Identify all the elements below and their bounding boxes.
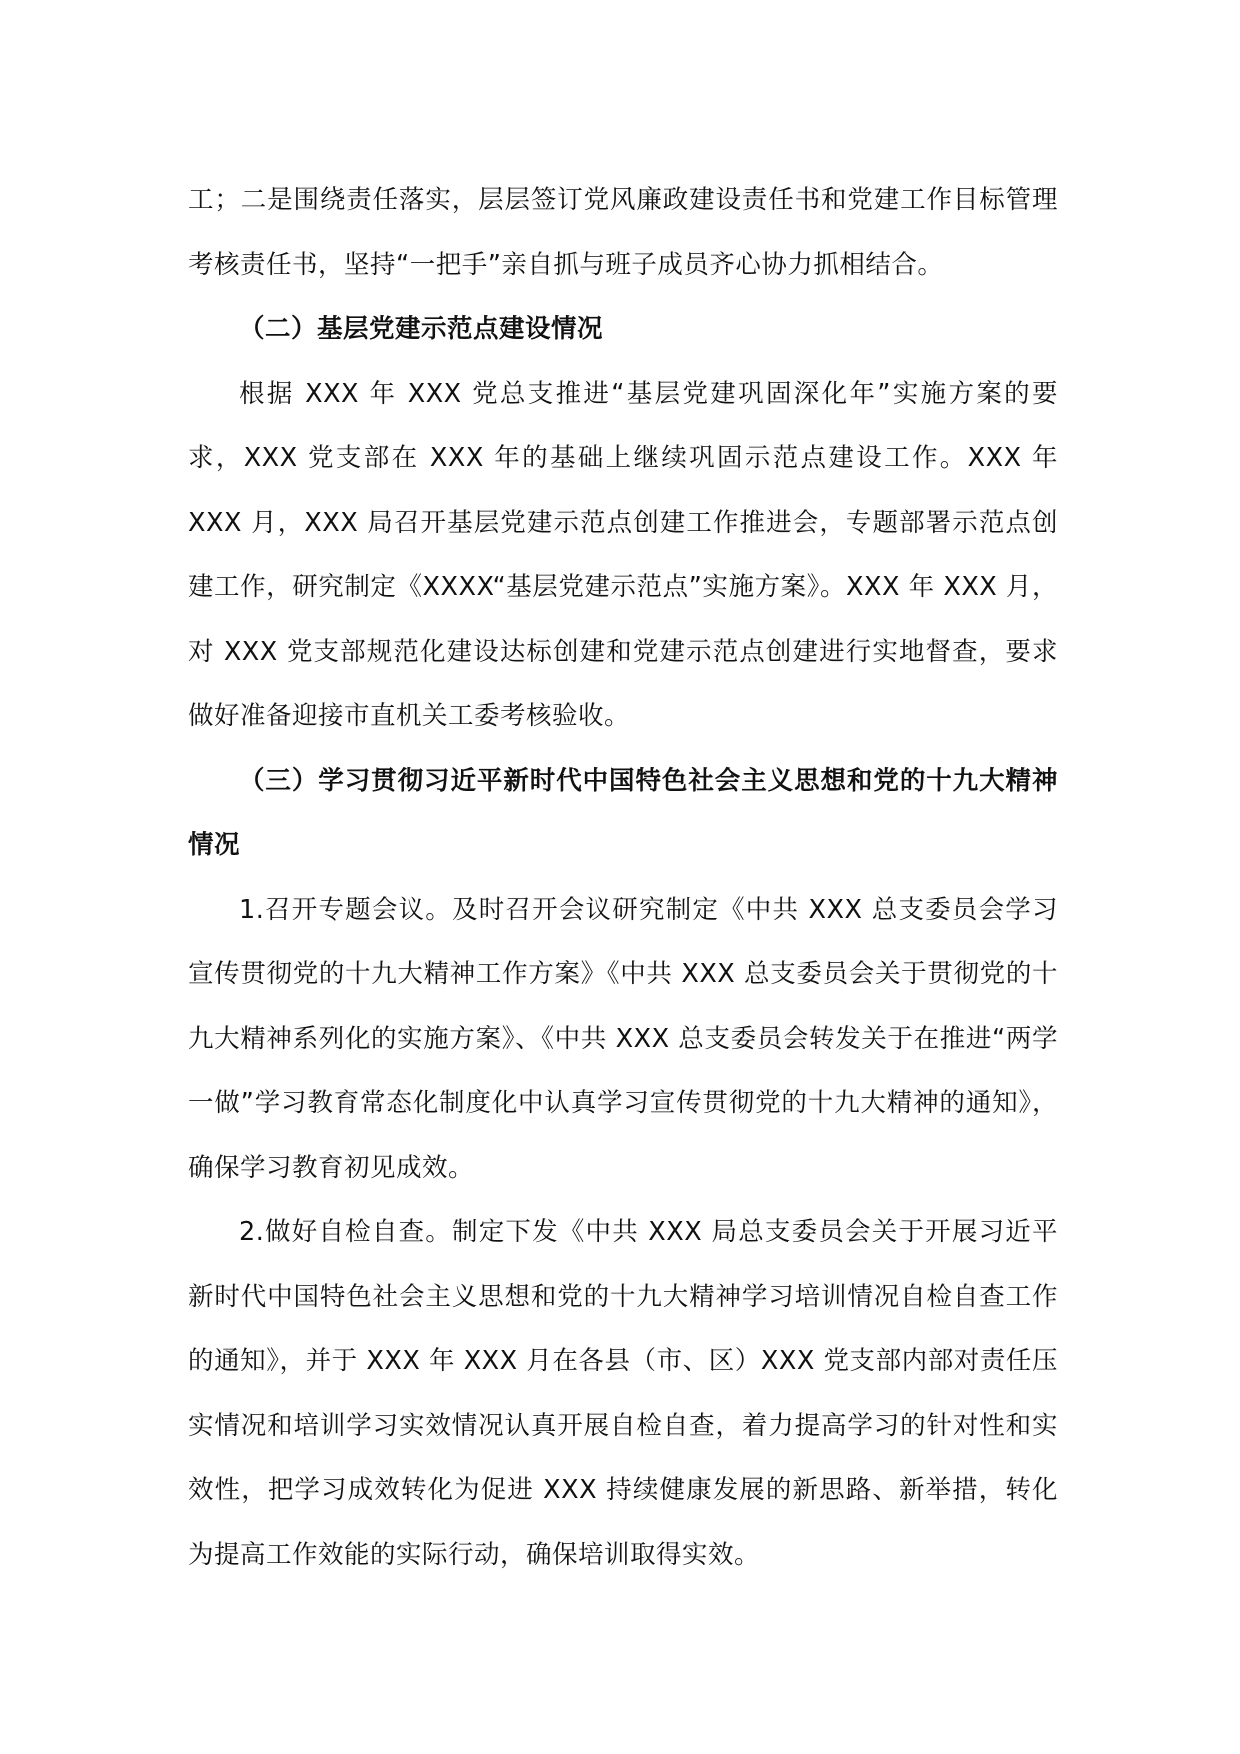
section-heading-2: （二）基层党建示范点建设情况 xyxy=(239,314,604,344)
section-heading-3: （三）学习贯彻习近平新时代中国特色社会主义思想和党的十九大精神情况 xyxy=(188,765,1058,860)
paragraph-item-1: 1.召开专题会议。及时召开会议研究制定《中共 XXX 总支委员会学习宣传贯彻党的十九大精神工作方案》《中共 XXX 总支委员会关于贯彻党的十九大精神系列化的实施方案》、《中共 XXX 总支委员会转发关于在推进“两学一做”学习教育常态化制度化中认真学习宣传贯彻党的十九大精神的通知》，确保学习教育初见成效。 xyxy=(188,894,1058,1183)
paragraph-item-2: 2.做好自检自查。制定下发《中共 XXX 局总支委员会关于开展习近平新时代中国特色社会主义思想和党的十九大精神学习培训情况自检自查工作的通知》，并于 XXX 年 XXX 月在各县（市、区）XXX 党支部内部对责任压实情况和培训学习实效情况认真开展自检自查，着力提高学习的针对性和实效性，把学习成效转化为促进 XXX 持续健康发展的新思路、新举措，转化为提高工作效能的实际行动，确保培训取得实效。 xyxy=(188,1217,1058,1570)
document-page xyxy=(188,168,1058,1587)
paragraph-continuation: 工；二是围绕责任落实，层层签订党风廉政建设责任书和党建工作目标管理考核责任书，坚持“一把手”亲自抓与班子成员齐心协力抓相结合。 xyxy=(188,185,1058,280)
paragraph-demonstration-site: 根据 XXX 年 XXX 党总支推进“基层党建巩固深化年”实施方案的要求，XXX 党支部在 XXX 年的基础上继续巩固示范点建设工作。XXX 年 XXX 月，XXX 局召开基层党建示范点创建工作推进会，专题部署示范点创建工作，研究制定《XXXX“基层党建示范点”实施方案》。XXX 年 XXX 月， 对 XXX 党支部规范化建设达标创建和党建示范点创建进行实地督查，要求做好准备迎接市直机关工委考核验收。 xyxy=(188,378,1058,731)
